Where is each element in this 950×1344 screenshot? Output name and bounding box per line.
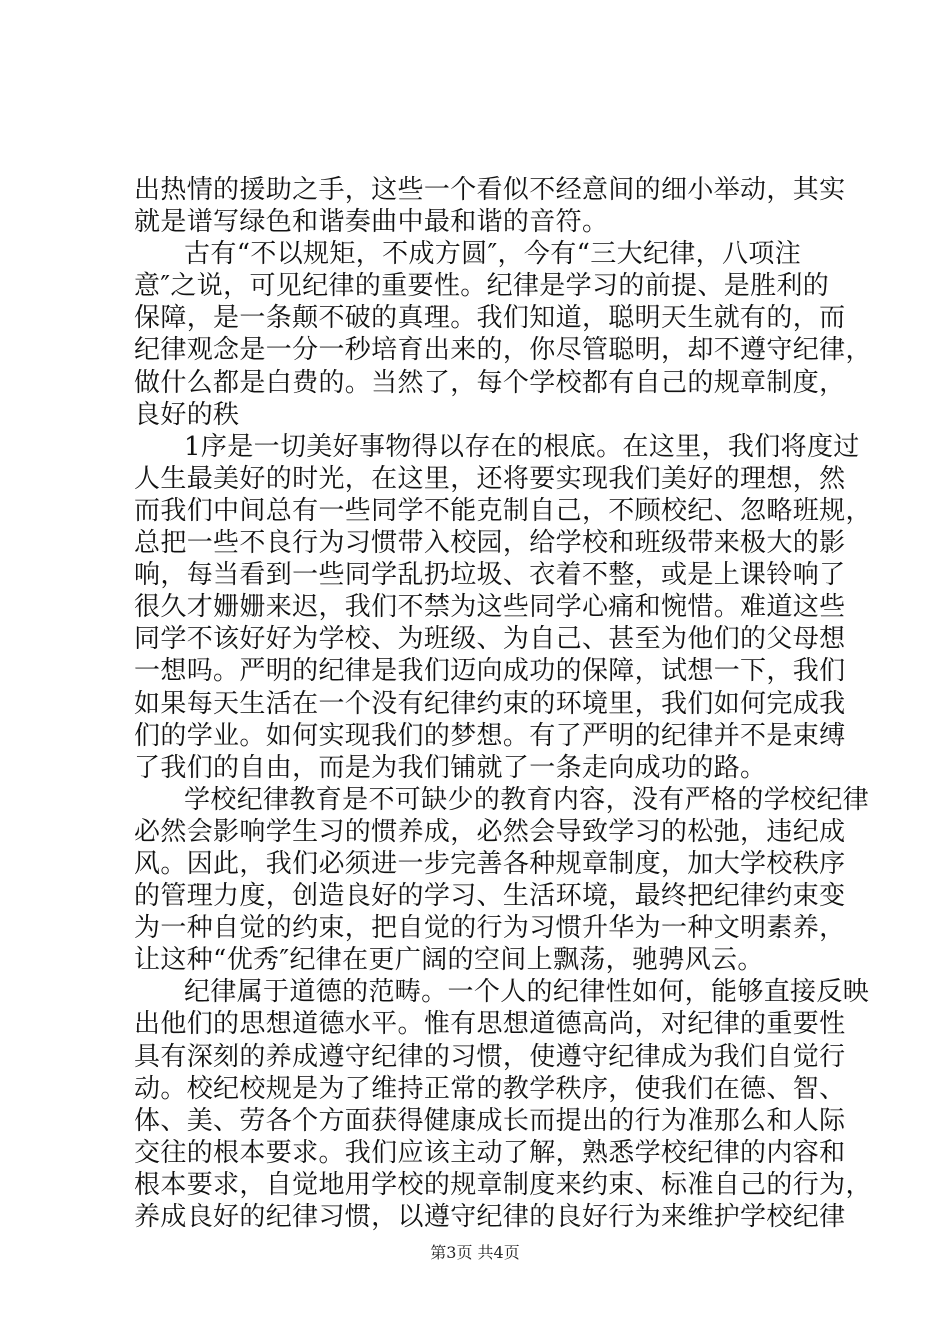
text-line: 交往的根本要求。我们应该主动了解，熟悉学校纪律的内容和 <box>134 1137 846 1168</box>
text-line: 而我们中间总有一些同学不能克制自己，不顾校纪、忽略班规， <box>134 495 872 526</box>
text-line: 就是谱写绿色和谐奏曲中最和谐的音符。 <box>134 207 609 238</box>
text-line: 1序是一切美好事物得以存在的根底。在这里，我们将度过 <box>184 431 860 462</box>
text-line: 出他们的思想道德水平。惟有思想道德高尚，对纪律的重要性 <box>134 1009 846 1040</box>
text-line: 如果每天生活在一个没有纪律约束的环境里，我们如何完成我 <box>134 688 846 719</box>
text-line: 风。因此，我们必须进一步完善各种规章制度，加大学校秩序 <box>134 848 846 879</box>
text-line: 出热情的援助之手，这些一个看似不经意间的细小举动，其实 <box>134 175 846 205</box>
text-line: 让这种“优秀″纪律在更广阔的空间上飘荡，驰骋风云。 <box>134 945 764 976</box>
text-line: 响，每当看到一些同学乱扔垃圾、衣着不整，或是上课铃响了 <box>134 560 846 591</box>
text-line: 必然会影响学生习的惯养成，必然会导致学习的松弛，违纪成 <box>134 816 846 847</box>
text-line: 一想吗。严明的纪律是我们迈向成功的保障，试想一下，我们 <box>134 656 846 687</box>
text-line: 纪律观念是一分一秒培育出来的，你尽管聪明，却不遵守纪律， <box>134 335 872 366</box>
text-line: 根本要求，自觉地用学校的规章制度来约束、标准自己的行为， <box>134 1169 872 1200</box>
text-line: 动。校纪校规是为了维持正常的教学秩序，使我们在德、智、 <box>134 1073 846 1104</box>
text-line: 具有深刻的养成遵守纪律的习惯，使遵守纪律成为我们自觉行 <box>134 1041 846 1072</box>
text-line: 人生最美好的时光，在这里，还将要实现我们美好的理想，然 <box>134 463 846 494</box>
text-line: 保障，是一条颠不破的真理。我们知道，聪明天生就有的，而 <box>134 303 846 334</box>
text-line: 体、美、劳各个方面获得健康成长而提出的行为准那么和人际 <box>134 1105 846 1136</box>
text-line: 古有“不以规矩，不成方圆″，今有“三大纪律，八项注 <box>184 239 802 270</box>
page-number-footer: 第3页 共4页 <box>430 1243 520 1262</box>
text-line: 同学不该好好为学校、为班级、为自己、甚至为他们的父母想 <box>134 624 846 655</box>
text-line: 总把一些不良行为习惯带入校园，给学校和班级带来极大的影 <box>134 528 846 559</box>
text-line: 养成良好的纪律习惯，以遵守纪律的良好行为来维护学校纪律 <box>134 1202 846 1232</box>
text-line: 了我们的自由，而是为我们铺就了一条走向成功的路。 <box>134 752 767 783</box>
text-line: 学校纪律教育是不可缺少的教育内容，没有严格的学校纪律 <box>184 784 870 815</box>
text-line: 纪律属于道德的范畴。一个人的纪律性如何，能够直接反映 <box>184 977 870 1008</box>
body-text <box>134 174 872 1233</box>
text-line: 做什么都是白费的。当然了，每个学校都有自己的规章制度， <box>134 367 846 398</box>
text-line: 的管理力度，创造良好的学习、生活环境，最终把纪律约束变 <box>134 881 846 912</box>
text-line: 意″之说，可见纪律的重要性。纪律是学习的前提、是胜利的 <box>134 271 830 302</box>
text-line: 良好的秩 <box>134 399 240 430</box>
text-line: 为一种自觉的约束，把自觉的行为习惯升华为一种文明素养， <box>134 913 846 944</box>
text-line: 们的学业。如何实现我们的梦想。有了严明的纪律并不是束缚 <box>134 720 846 751</box>
text-line: 很久才姗姗来迟，我们不禁为这些同学心痛和惋惜。难道这些 <box>134 592 846 623</box>
